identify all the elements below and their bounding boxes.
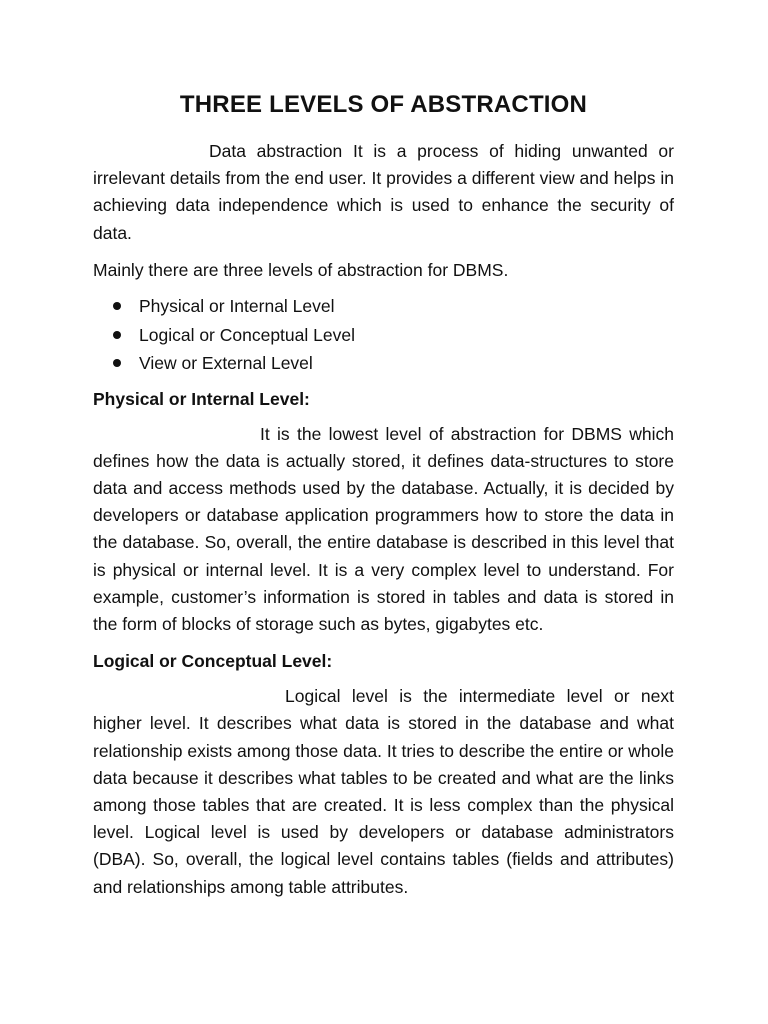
document-title: THREE LEVELS OF ABSTRACTION	[179, 91, 588, 118]
levels-list	[93, 292, 674, 378]
list-item	[93, 349, 674, 378]
intro-paragraph: Data abstraction It is a process of hiding unwanted or irrelevant details from the end user. It provides a different view and helps in achieving data independence which is used to enhance the security of data.	[93, 141, 674, 243]
list-item-label: Logical or Conceptual Level	[139, 324, 355, 345]
list-item	[93, 321, 674, 350]
bullet-icon	[113, 331, 121, 339]
bullet-icon	[113, 359, 121, 367]
list-item-label: View or External Level	[139, 353, 313, 374]
document-content	[93, 88, 674, 901]
list-item	[93, 292, 674, 321]
physical-level-heading: Physical or Internal Level:	[93, 388, 310, 409]
physical-level-paragraph: It is the lowest level of abstraction for DBMS which defines how the data is actually stored, it defines data-structures to store data and access methods used by the database. Actually, it is decided by developers or database application programmers how to store the data in the database. So, overall, the entire database is described in this level that is physical or internal level. It is a very complex level to understand. For example, customer’s information is stored in tables and data is stored in the form of blocks of storage such as bytes, gigabytes etc.	[93, 423, 674, 634]
list-item-label: Physical or Internal Level	[139, 296, 335, 317]
levels-summary: Mainly there are three levels of abstraction for DBMS.	[93, 259, 509, 280]
bullet-icon	[113, 302, 121, 310]
logical-level-paragraph: Logical level is the intermediate level or next higher level. It describes what data is stored in the database and what relationship exists among those data. It tries to describe the entire or whole data because it describes what tables to be created and what are the links among those tables that are created. It is less complex than the physical level. Logical level is used by developers or database administrators (DBA). So, overall, the logical level contains tables (fields and attributes) and relationships among table attributes.	[93, 686, 674, 897]
logical-level-heading: Logical or Conceptual Level:	[93, 651, 333, 672]
